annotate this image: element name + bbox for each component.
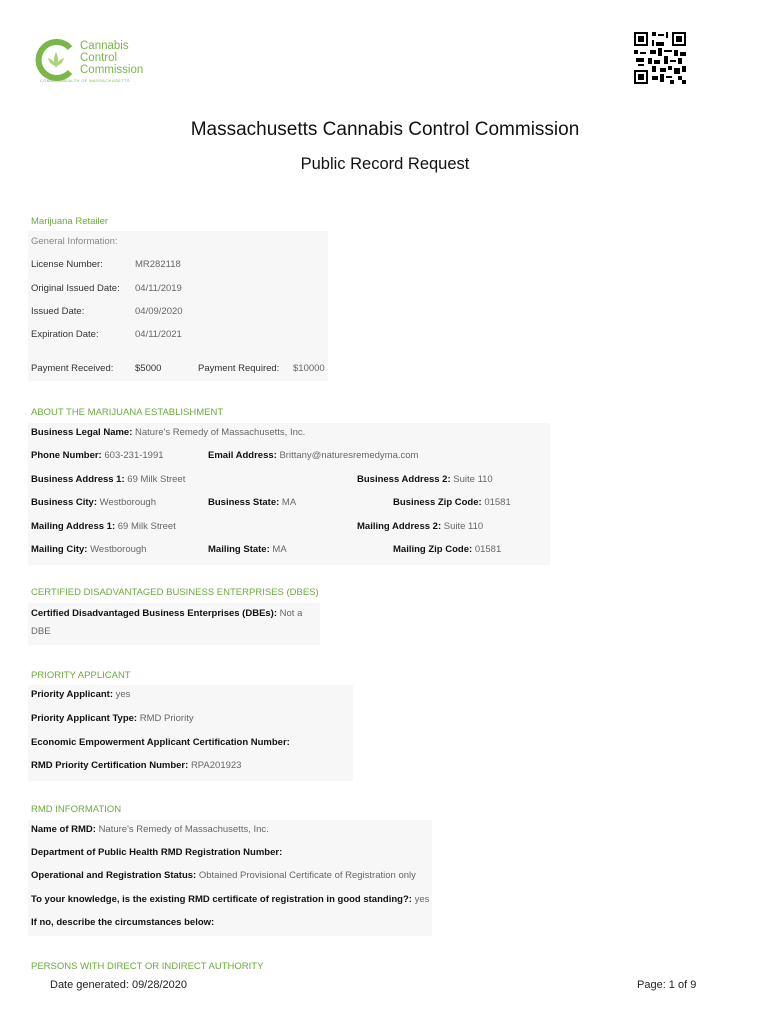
payment-received-value: $5000 <box>135 363 162 374</box>
business-state-field: Business State: MA <box>208 497 297 508</box>
mailing-address1-field: Mailing Address 1: 69 Milk Street <box>31 521 176 532</box>
issued-date-value: 04/09/2020 <box>135 306 183 317</box>
registration-status-field: Operational and Registration Status: Obtained Provisional Certificate of Registration only <box>31 870 416 881</box>
describe-field: If no, describe the circumstances below: <box>31 917 215 928</box>
cannabis-leaf-c-icon <box>34 38 78 82</box>
legal-name-field: Business Legal Name: Nature's Remedy of Massachusetts, Inc. <box>31 427 306 438</box>
good-standing-field: To your knowledge, is the existing RMD certificate of registration in good standing?: yes <box>31 894 430 905</box>
email-field: Email Address: Brittany@naturesremedyma.com <box>208 450 419 461</box>
mailing-address2-field: Mailing Address 2: Suite 110 <box>357 521 484 532</box>
payment-required-label: Payment Required: <box>198 363 280 374</box>
priority-type-field: Priority Applicant Type: RMD Priority <box>31 713 194 724</box>
rmd-name-field: Name of RMD: Nature's Remedy of Massachusetts, Inc. <box>31 824 269 835</box>
about-section-header: ABOUT THE MARIJUANA ESTABLISHMENT <box>31 407 224 418</box>
qr-code-icon <box>634 32 686 84</box>
rmd-section-header: RMD INFORMATION <box>31 804 122 815</box>
logo-line3: Commission <box>80 64 144 76</box>
eea-cert-field: Economic Empowerment Applicant Certification Number: <box>31 737 290 748</box>
license-number-label: License Number: <box>31 259 103 270</box>
payment-received-label: Payment Received: <box>31 363 114 374</box>
original-issued-label: Original Issued Date: <box>31 283 120 294</box>
dbe-value-cont: DBE <box>31 626 51 637</box>
priority-section-header: PRIORITY APPLICANT <box>31 670 131 681</box>
business-address1-field: Business Address 1: 69 Milk Street <box>31 474 186 485</box>
expiration-date-value: 04/11/2021 <box>135 329 182 340</box>
dph-registration-field: Department of Public Health RMD Registration Number: <box>31 847 283 858</box>
page-title: Massachusetts Cannabis Control Commission <box>190 119 580 140</box>
mailing-zip-field: Mailing Zip Code: 01581 <box>393 544 502 555</box>
priority-applicant-field: Priority Applicant: yes <box>31 689 131 700</box>
license-type: Marijuana Retailer <box>31 216 109 227</box>
dbe-section-header: CERTIFIED DISADVANTAGED BUSINESS ENTERPRISES (DBES) <box>31 587 319 598</box>
issued-date-label: Issued Date: <box>31 306 85 317</box>
dbe-field: Certified Disadvantaged Business Enterprises (DBEs): Not a <box>31 608 303 619</box>
business-city-field: Business City: Westborough <box>31 497 156 508</box>
page-subtitle: Public Record Request <box>300 155 470 173</box>
date-generated: Date generated: 09/28/2020 <box>50 979 188 991</box>
business-address2-field: Business Address 2: Suite 110 <box>357 474 493 485</box>
logo-subtitle: COMMONWEALTH OF MASSACHUSETTS <box>40 78 130 83</box>
mailing-state-field: Mailing State: MA <box>208 544 287 555</box>
license-number-value: MR282118 <box>135 259 181 270</box>
persons-section-header: PERSONS WITH DIRECT OR INDIRECT AUTHORITY <box>31 961 264 972</box>
general-info-label: General Information: <box>31 236 118 247</box>
logo-line1: Cannabis <box>80 40 129 52</box>
phone-field: Phone Number: 603-231-1991 <box>31 450 164 461</box>
commission-logo <box>34 36 164 86</box>
expiration-date-label: Expiration Date: <box>31 329 99 340</box>
mailing-city-field: Mailing City: Westborough <box>31 544 147 555</box>
logo-line2: Control <box>80 52 118 64</box>
rmd-cert-field: RMD Priority Certification Number: RPA201923 <box>31 760 242 771</box>
payment-required-value: $10000 <box>293 363 325 374</box>
original-issued-value: 04/11/2019 <box>135 283 182 294</box>
page-number: Page: 1 of 9 <box>637 979 697 991</box>
business-zip-field: Business Zip Code: 01581 <box>393 497 511 508</box>
